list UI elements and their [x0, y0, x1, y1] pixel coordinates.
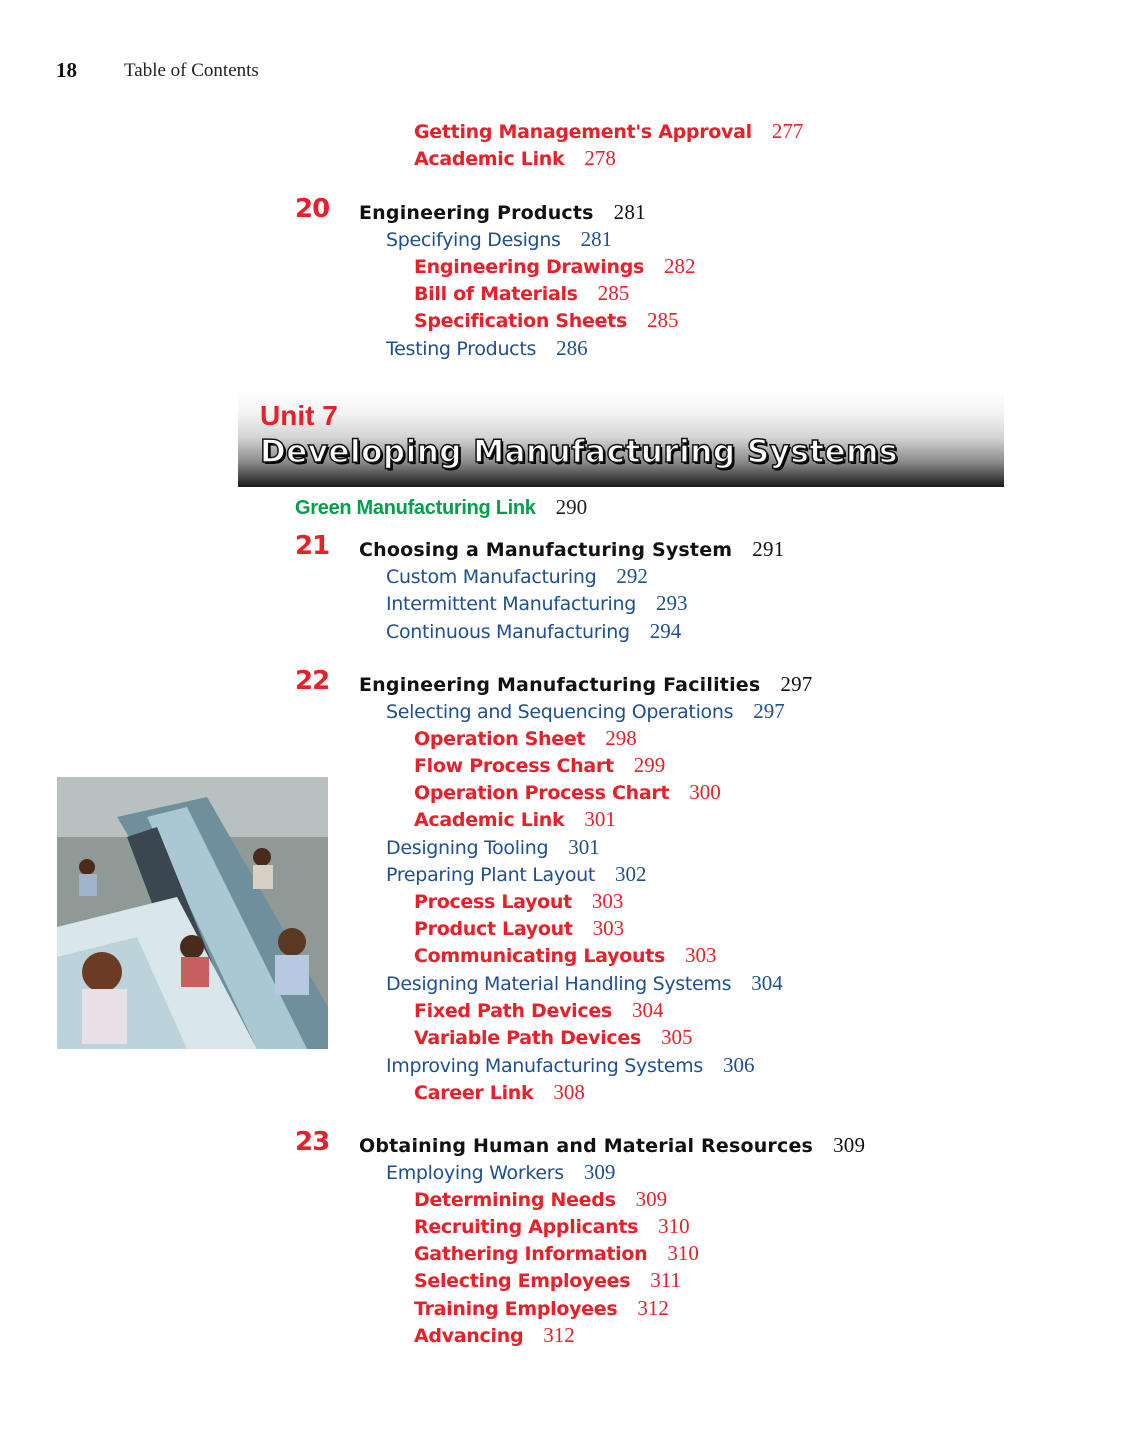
entry-title: Continuous Manufacturing: [386, 621, 630, 643]
toc-entry[interactable]: [386, 226, 612, 253]
running-title: Table of Contents: [124, 60, 259, 81]
entry-title: Selecting and Sequencing Operations: [386, 701, 734, 723]
entry-title: Recruiting Applicants: [414, 1216, 639, 1238]
chapter-title: Engineering Products: [359, 202, 594, 224]
entry-page: 285: [646, 308, 679, 332]
toc-entry[interactable]: [414, 1322, 575, 1349]
entry-page: 304: [631, 998, 664, 1022]
entry-page: 297: [753, 699, 785, 723]
entry-page: 304: [751, 971, 783, 995]
entry-title: Operation Process Chart: [414, 782, 670, 804]
entry-page: 294: [649, 619, 682, 643]
chapter-title: Choosing a Manufacturing System: [359, 539, 733, 561]
entry-page: 310: [667, 1241, 699, 1265]
entry-page: 303: [591, 889, 624, 913]
toc-entry[interactable]: [386, 834, 600, 861]
chapter-page: 281: [613, 200, 646, 224]
entry-title: Academic Link: [414, 809, 565, 831]
toc-entry[interactable]: [386, 335, 588, 362]
toc-entry[interactable]: [386, 1052, 754, 1079]
entry-title: Advancing: [414, 1325, 524, 1347]
entry-title: Operation Sheet: [414, 728, 586, 750]
chapter-number: 20: [295, 194, 330, 224]
entry-title: Green Manufacturing Link: [295, 497, 536, 519]
entry-title: Flow Process Chart: [414, 755, 614, 777]
entry-title: Selecting Employees: [414, 1270, 631, 1292]
toc-entry[interactable]: [414, 915, 624, 942]
toc-entry[interactable]: [414, 725, 637, 752]
entry-title: Gathering Information: [414, 1243, 648, 1265]
toc-entry[interactable]: [414, 1240, 699, 1267]
chapter-page: 309: [833, 1133, 866, 1157]
chapter-title: Obtaining Human and Material Resources: [359, 1135, 814, 1157]
entry-title: Variable Path Devices: [414, 1027, 641, 1049]
chapter-title: Engineering Manufacturing Facilities: [359, 674, 761, 696]
entry-page: 309: [583, 1160, 616, 1184]
entry-page: 311: [650, 1268, 682, 1292]
toc-entry[interactable]: [386, 618, 681, 645]
toc-entry[interactable]: [386, 698, 785, 725]
chapter-page: 291: [752, 537, 785, 561]
entry-page: 281: [580, 227, 613, 251]
toc-entry[interactable]: [414, 1213, 690, 1240]
entry-title: Testing Products: [386, 338, 537, 360]
entry-page: 305: [660, 1025, 693, 1049]
toc-entry[interactable]: [414, 253, 696, 280]
entry-title: Engineering Drawings: [414, 256, 645, 278]
entry-title: Designing Material Handling Systems: [386, 973, 732, 995]
entry-page: 312: [637, 1296, 669, 1320]
toc-entry[interactable]: [414, 280, 629, 307]
entry-title: Academic Link: [414, 148, 565, 170]
entry-page: 277: [771, 119, 804, 143]
entry-page: 309: [635, 1187, 668, 1211]
toc-entry[interactable]: [414, 752, 665, 779]
entry-page: 302: [615, 862, 647, 886]
toc-entry[interactable]: [414, 888, 623, 915]
entry-title: Product Layout: [414, 918, 573, 940]
toc-entry[interactable]: [414, 779, 721, 806]
entry-page: 301: [568, 835, 600, 859]
entry-title: Process Layout: [414, 891, 572, 913]
entry-title: Bill of Materials: [414, 283, 578, 305]
entry-title: Custom Manufacturing: [386, 566, 597, 588]
toc-entry[interactable]: [414, 997, 663, 1024]
entry-page: 298: [605, 726, 637, 750]
toc-entry[interactable]: [414, 307, 678, 334]
chapter-number: 22: [295, 666, 330, 696]
entry-page: 301: [584, 807, 616, 831]
toc-entry[interactable]: [414, 1079, 585, 1106]
entry-page: 285: [597, 281, 630, 305]
entry-page: 310: [658, 1214, 690, 1238]
toc-entry[interactable]: [414, 1267, 681, 1294]
toc-entry[interactable]: [386, 1159, 615, 1186]
entry-page: 278: [584, 146, 616, 170]
toc-entry[interactable]: [386, 861, 647, 888]
chapter-page: 297: [780, 672, 813, 696]
entry-title: Improving Manufacturing Systems: [386, 1055, 703, 1077]
toc-entry[interactable]: [414, 118, 803, 145]
entry-title: Communicating Layouts: [414, 945, 665, 967]
entry-page: 312: [543, 1323, 575, 1347]
entry-title: Employing Workers: [386, 1162, 564, 1184]
entry-page: 293: [655, 591, 688, 615]
entry-page: 300: [689, 780, 721, 804]
entry-title: Training Employees: [414, 1298, 618, 1320]
entry-page: 299: [633, 753, 666, 777]
entry-title: Specifying Designs: [386, 229, 561, 251]
entry-title: Intermittent Manufacturing: [386, 593, 636, 615]
toc-entry[interactable]: [414, 942, 716, 969]
entry-page: 303: [684, 943, 717, 967]
entry-page: 292: [616, 564, 648, 588]
entry-title: Determining Needs: [414, 1189, 616, 1211]
toc-entry[interactable]: [386, 590, 687, 617]
entry-title: Specification Sheets: [414, 310, 627, 332]
chapter-number: 23: [295, 1127, 330, 1157]
toc-entry[interactable]: [414, 145, 616, 172]
entry-page: 303: [592, 916, 625, 940]
photo-illustration-icon: [57, 777, 328, 1049]
assembly-line-photo: [57, 777, 328, 1049]
entry-title: Career Link: [414, 1082, 534, 1104]
entry-page: 308: [553, 1080, 585, 1104]
chapter-number: 21: [295, 531, 330, 561]
toc-entry[interactable]: [414, 1295, 669, 1322]
entry-title: Fixed Path Devices: [414, 1000, 612, 1022]
toc-entry[interactable]: [414, 1186, 667, 1213]
toc-entry[interactable]: [386, 970, 783, 997]
toc-entry[interactable]: [414, 806, 616, 833]
page-number: 18: [56, 58, 77, 82]
entry-title: Preparing Plant Layout: [386, 864, 596, 886]
entry-title: Designing Tooling: [386, 837, 549, 859]
unit-label: Unit 7: [260, 400, 338, 431]
entry-page: 286: [556, 336, 588, 360]
entry-page: 306: [722, 1053, 755, 1077]
toc-entry[interactable]: [414, 1024, 692, 1051]
toc-entry[interactable]: [386, 563, 648, 590]
entry-page: 282: [664, 254, 696, 278]
unit-title: Developing Manufacturing Systems: [260, 434, 898, 470]
entry-page: 290: [555, 495, 588, 519]
green-manufacturing-link[interactable]: [295, 494, 587, 521]
entry-title: Getting Management's Approval: [414, 121, 752, 143]
unit-banner: [238, 388, 1004, 487]
